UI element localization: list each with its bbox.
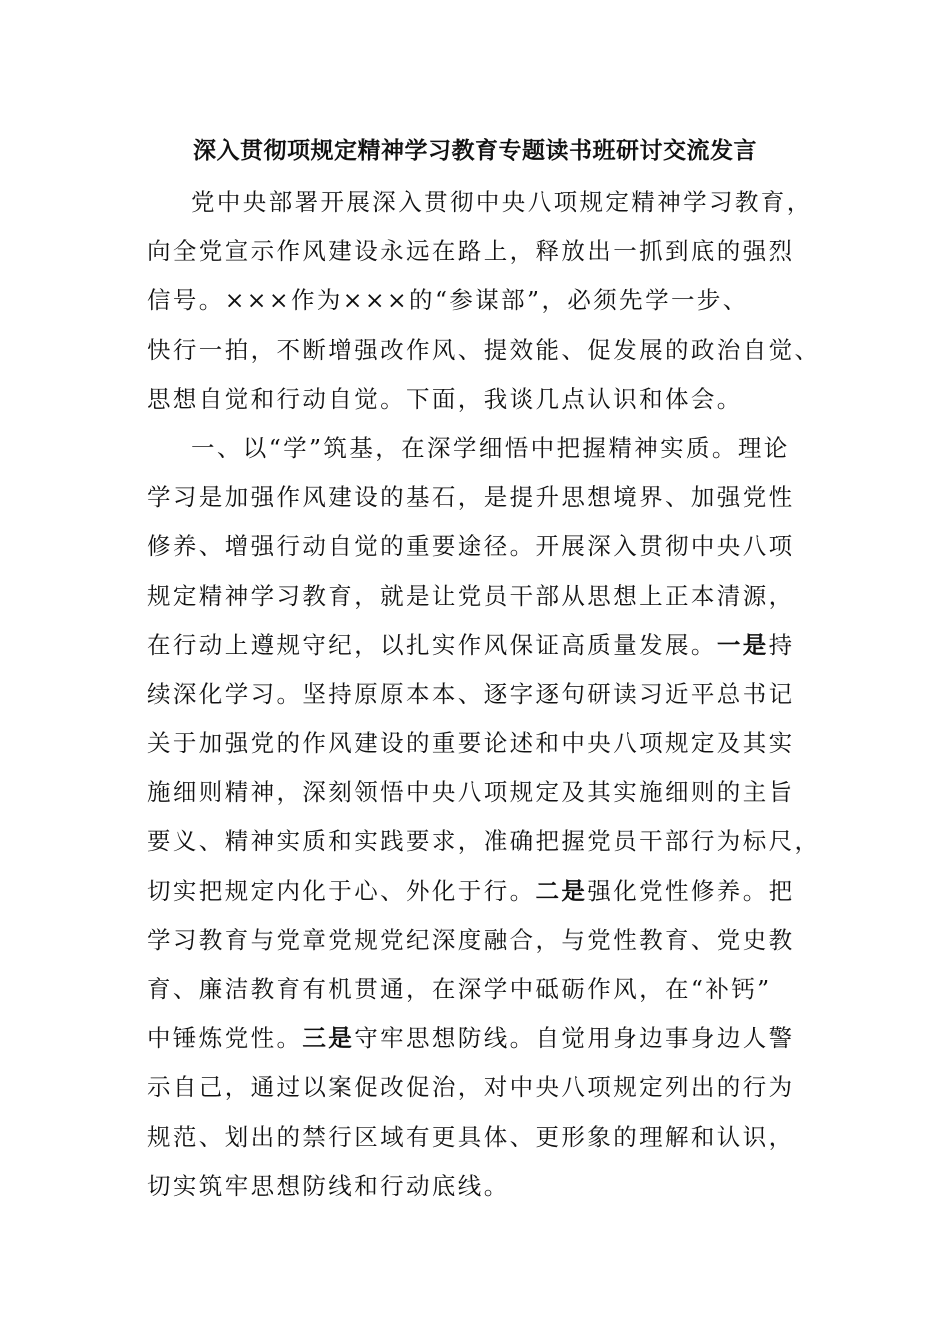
document-title: 深入贯彻项规定精神学习教育专题读书班研讨交流发言 bbox=[193, 137, 757, 164]
paragraph-line: 思想自觉和行动自觉。下面，我谈几点认识和体会。 bbox=[147, 384, 743, 413]
paragraph-line bbox=[147, 867, 812, 916]
section-heading-line: 一、以“学”筑基，在深学细悟中把握精神实质。理论 bbox=[191, 433, 790, 462]
paragraph-line: 施细则精神，深刻领悟中央八项规定及其实施细则的主旨 bbox=[147, 778, 795, 807]
paragraph-line: 规定精神学习教育，就是让党员干部从思想上正本清源， bbox=[147, 581, 795, 610]
paragraph-line: 要义、精神实质和实践要求，准确把握党员干部行为标尺， bbox=[147, 827, 821, 856]
paragraph-line bbox=[147, 621, 812, 670]
paragraph-line: 向全党宣示作风建设永远在路上，释放出一抓到底的强烈 bbox=[147, 237, 795, 266]
line-text: 切实把规定内化于心、外化于行。 bbox=[147, 876, 536, 905]
point-marker: 一是 bbox=[716, 630, 769, 659]
paragraph-line: 关于加强党的作风建设的重要论述和中央八项规定及其实 bbox=[147, 729, 795, 758]
paragraph-line: 切实筑牢思想防线和行动底线。 bbox=[147, 1171, 510, 1200]
paragraph-line: 快行一拍，不断增强改作风、提效能、促发展的政治自觉、 bbox=[147, 335, 821, 364]
paragraph-line bbox=[147, 1014, 812, 1063]
point-marker: 二是 bbox=[535, 876, 588, 905]
paragraph-line: 规范、划出的禁行区域有更具体、更形象的理解和认识， bbox=[147, 1122, 795, 1151]
paragraph-line: 党中央部署开展深入贯彻中央八项规定精神学习教育， bbox=[191, 188, 813, 216]
line-text: 持 bbox=[768, 630, 795, 659]
paragraph-line: 育、廉洁教育有机贯通，在深学中砥砺作风，在“补钙” bbox=[147, 975, 772, 1003]
paragraph-line: 续深化学习。坚持原原本本、逐字逐句研读习近平总书记 bbox=[147, 679, 795, 708]
line-text: 中锤炼党性。 bbox=[147, 1024, 303, 1053]
paragraph-line: 信号。×××作为×××的“参谋部”，必须先学一步、 bbox=[147, 286, 749, 315]
paragraph-line: 学习教育与党章党规党纪深度融合，与党性教育、党史教 bbox=[147, 925, 795, 954]
paragraph-line: 示自己，通过以案促改促治，对中央八项规定列出的行为 bbox=[147, 1073, 795, 1102]
paragraph-line: 修养、增强行动自觉的重要途径。开展深入贯彻中央八项 bbox=[147, 532, 795, 561]
line-text: 守牢思想防线。自觉用身边事身边人警 bbox=[354, 1024, 795, 1053]
paragraph-line: 学习是加强作风建设的基石，是提升思想境界、加强党性 bbox=[147, 483, 795, 512]
line-text: 在行动上遵规守纪，以扎实作风保证高质量发展。 bbox=[147, 630, 717, 659]
line-text: 强化党性修养。把 bbox=[587, 876, 795, 905]
point-marker: 三是 bbox=[302, 1024, 355, 1053]
document-body bbox=[147, 178, 821, 1211]
